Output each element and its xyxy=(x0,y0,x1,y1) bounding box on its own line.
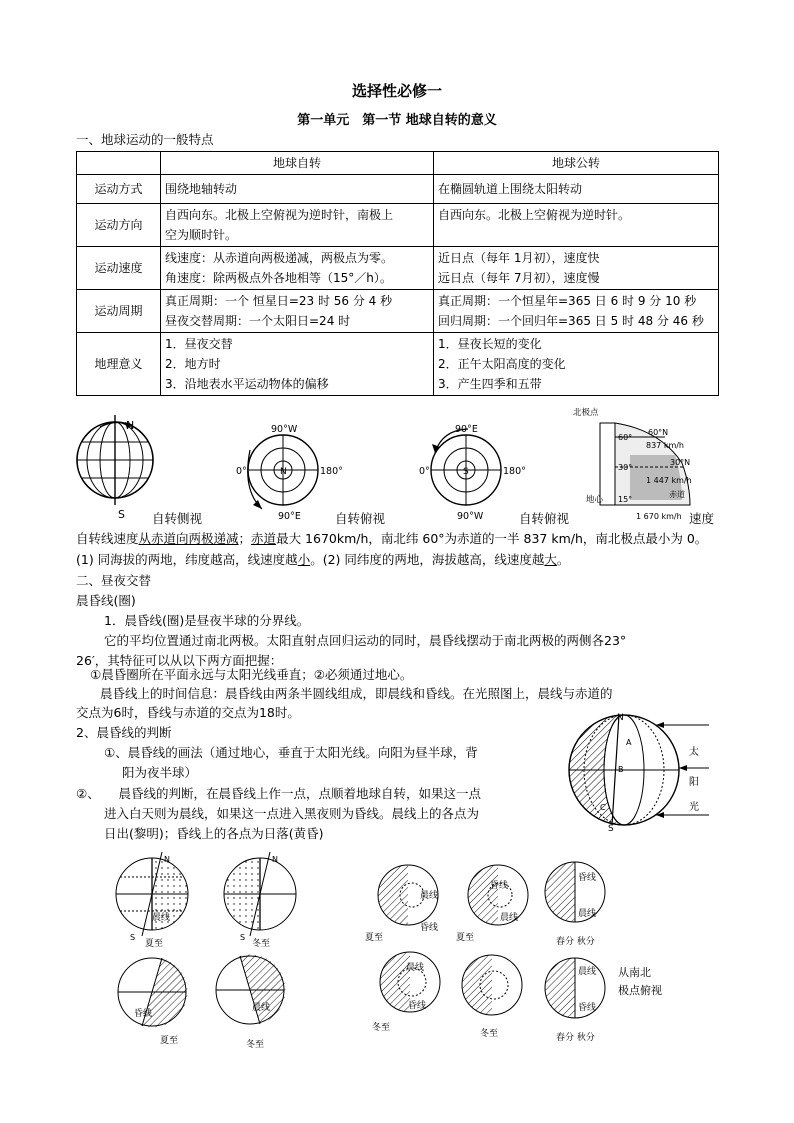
summer-side-globe xyxy=(116,852,188,949)
dawn-label: 晨线 xyxy=(152,913,171,923)
cell-line: 真正周期：一个 恒星日=23 时 56 分 4 秒 xyxy=(165,294,393,308)
row-label: 运动速度 xyxy=(77,247,161,290)
cell-line: 3．沿地表水平运动物体的偏移 xyxy=(165,377,329,391)
table-row xyxy=(77,175,719,204)
label-180: 180° xyxy=(320,466,343,477)
sun-char-1: 太 xyxy=(689,747,699,758)
label-0: 0° xyxy=(236,466,247,477)
south-view-caption: 自转俯视 xyxy=(519,511,570,526)
equinox-polar-globe-1 xyxy=(545,862,605,947)
text-span: 最大 1670km/h，南北纬 60°为赤道的一半 837 km/h，南北极点最小为 0。 xyxy=(276,531,708,546)
rotation-cell xyxy=(161,204,434,247)
summer-polar-globe-2 xyxy=(456,865,528,943)
cell-line: 3．产生四季和五带 xyxy=(438,377,542,391)
row-label: 运动方式 xyxy=(77,175,161,204)
underlined-text: 从赤道向两极递减 xyxy=(138,531,239,546)
winter-caption: 冬至 xyxy=(480,1029,499,1039)
dusk-label: 昏线 xyxy=(578,1003,597,1013)
summer-caption: 夏至 xyxy=(456,933,475,943)
table-header-cell xyxy=(77,152,161,175)
winter-caption: 冬至 xyxy=(252,939,271,949)
text-span: 自转线速度 xyxy=(76,531,139,546)
b-label: B xyxy=(618,765,624,774)
table-header-cell: 地球自转 xyxy=(161,152,434,175)
text-span: ； xyxy=(238,531,252,546)
page-subtitle: 第一单元 第一节 地球自转的意义 xyxy=(297,113,497,128)
earth-motion-table xyxy=(76,151,719,396)
equinox-caption: 春分 秋分 xyxy=(556,937,595,947)
cell-line: 角速度：除两极点外各地相等（15°／h）。 xyxy=(165,271,392,285)
cell-line: 1．昼夜长短的变化 xyxy=(438,337,542,351)
s-label: S xyxy=(608,824,614,834)
speed-1447: 1 447 km/h xyxy=(646,476,692,485)
a-label: A xyxy=(626,738,632,747)
equinox-polar-globe-2 xyxy=(545,958,605,1043)
revolution-cell xyxy=(434,204,719,247)
rotation-cell xyxy=(161,333,434,396)
dawn-label: 晨线 xyxy=(500,913,519,923)
cell-line: 2．正午太阳高度的变化 xyxy=(438,357,566,371)
table-header-cell: 地球公转 xyxy=(434,152,719,175)
text-span: 。(2) 同纬度的两地，海拔越高，线速度越 xyxy=(310,552,545,567)
angle-60: 60° xyxy=(618,433,633,442)
cell-line: 远日点（每年 7月初），速度慢 xyxy=(438,271,600,285)
lat-30n: 30°N xyxy=(670,458,691,467)
solstice-side-views xyxy=(100,842,315,1052)
earth-center: 地心 xyxy=(586,495,604,505)
winter-caption: 冬至 xyxy=(372,1023,391,1033)
judge-2b: 进入白天则为晨线，如果这一点进入黑夜则为昏线。晨线上的各点为 xyxy=(104,806,480,821)
n-label: N xyxy=(617,713,624,723)
cell-line: 真正周期：一个恒星年=365 日 6 时 9 分 10 秒 xyxy=(438,294,697,308)
text-span: (1) 同海拔的两地，纬度越高，线速度越 xyxy=(76,552,298,567)
dusk-label: 昏线 xyxy=(578,873,597,883)
row-label: 地理意义 xyxy=(77,333,161,396)
label-90e: 90°E xyxy=(278,511,301,522)
summer-hatched-globe xyxy=(118,958,187,1046)
north-label: N xyxy=(126,419,135,432)
south-pole-label: S xyxy=(463,467,469,477)
rotation-cell xyxy=(161,175,434,204)
winter-polar-globe-2 xyxy=(462,955,522,1039)
speed-837: 837 km/h xyxy=(646,441,685,450)
cell-line: 空为顺时针。 xyxy=(165,228,238,242)
judge-2c: 日出(黎明)；昏线上的各点为日落(黄昏) xyxy=(104,826,324,841)
paragraph-2b: 26′，其特征可以从以下两方面把握： xyxy=(76,653,283,668)
c-label: C xyxy=(600,803,606,812)
cell-line: 2．地方时 xyxy=(165,357,221,371)
north-pole-label: N xyxy=(280,467,287,477)
cell-line: 在椭圆轨道上围绕太阳转动 xyxy=(438,182,583,196)
table-header-row xyxy=(77,152,719,175)
speed-text-line-2 xyxy=(76,550,569,570)
speed-1670: 1 670 km/h xyxy=(636,512,682,521)
cell-line: 回归周期：一个回归年=365 日 5 时 48 分 46 秒 xyxy=(438,314,704,328)
summer-polar-globe-1 xyxy=(365,865,438,943)
north-polar-view xyxy=(236,424,343,522)
dawn-label: 晨线 xyxy=(420,891,439,901)
row-label: 运动方向 xyxy=(77,204,161,247)
paragraph-1: 1．晨昏线(圈)是昼夜半球的分界线。 xyxy=(104,613,310,628)
lat-60n: 60°N xyxy=(648,428,669,437)
section-1-heading: 一、地球运动的一般特点 xyxy=(76,132,214,147)
sunlight-terminator-figure xyxy=(544,710,720,835)
label-90w: 90°W xyxy=(271,424,298,435)
equinox-caption: 春分 秋分 xyxy=(556,1033,595,1043)
sun-char-3: 光 xyxy=(689,802,699,813)
north-view-caption: 自转俯视 xyxy=(335,511,386,526)
underlined-text: 赤道 xyxy=(251,531,277,546)
label-90w-south: 90°W xyxy=(457,511,484,522)
judge-1b: 阳为夜半球） xyxy=(122,765,198,780)
dusk-label: 昏线 xyxy=(408,1001,427,1011)
sun-char-2: 阳 xyxy=(689,777,699,788)
winter-side-globe xyxy=(224,852,296,949)
dawn-label: 晨线 xyxy=(578,967,597,977)
winter-polar-globe-1 xyxy=(372,952,440,1033)
terminator-heading: 晨昏线(圈) xyxy=(76,593,136,608)
underlined-text: 小 xyxy=(297,552,311,567)
label-180-south: 180° xyxy=(503,466,526,477)
dusk-label: 昏线 xyxy=(490,881,509,891)
cell-line: 自西向东。北极上空俯视为逆时针，南极上 xyxy=(165,208,394,222)
speed-caption: 速度 xyxy=(689,511,715,526)
n-label: N xyxy=(272,855,278,864)
dawn-label: 晨线 xyxy=(406,963,425,973)
judge-2a: ②、 晨昏线的判断，在晨昏线上作一点，点顺着地球自转，如果这一点 xyxy=(76,786,481,801)
judge-1a: ①、晨昏线的画法（通过地心，垂直于太阳光线。向阳为昼半球，背 xyxy=(104,745,478,760)
label-90e-south: 90°E xyxy=(455,424,478,435)
s-label: S xyxy=(240,933,246,942)
s-label: S xyxy=(130,933,136,942)
side-view-globe xyxy=(77,415,153,521)
angle-30: 30° xyxy=(618,463,633,472)
polar-note-1: 从南北 xyxy=(618,966,651,979)
equator-label: 赤道 xyxy=(669,490,685,499)
dawn-label: 晨线 xyxy=(578,909,597,919)
cell-line: 自西向东。北极上空俯视为逆时针。 xyxy=(438,208,631,222)
speed-text-line-1 xyxy=(76,529,707,549)
table-row xyxy=(77,290,719,333)
paragraph-3: ①晨昏圈所在平面永远与太阳光线垂直；②必须通过地心。 xyxy=(90,667,413,682)
underlined-text: 大 xyxy=(544,552,557,567)
cell-line: 昼夜交替周期：一个太阳日=24 时 xyxy=(165,314,351,328)
south-polar-view xyxy=(419,424,526,522)
cell-line: 线速度：从赤道向两极递减，两极点为零。 xyxy=(165,251,394,265)
row-label: 运动周期 xyxy=(77,290,161,333)
page-title: 选择性必修一 xyxy=(351,82,442,100)
section-2-heading: 二、昼夜交替 xyxy=(76,573,152,588)
text-span: 。 xyxy=(556,552,570,567)
summer-caption-2: 夏至 xyxy=(160,1036,179,1046)
revolution-cell xyxy=(434,247,719,290)
label-0-south: 0° xyxy=(419,466,430,477)
terminator-polar-views xyxy=(360,850,720,1050)
table-row xyxy=(77,333,719,396)
winter-hatched-globe xyxy=(216,955,285,1050)
paragraph-4a: 晨昏线上的时间信息：晨昏线由两条半圆线组成，即晨线和昏线。在光照图上，晨线与赤道的 xyxy=(100,686,613,701)
south-label: S xyxy=(118,508,125,521)
cell-line: 围绕地轴转动 xyxy=(165,182,238,196)
cell-line: 近日点（每年 1月初），速度快 xyxy=(438,251,600,265)
table-row xyxy=(77,204,719,247)
revolution-cell xyxy=(434,175,719,204)
angle-15: 15° xyxy=(618,495,633,504)
polar-note-2: 极点俯视 xyxy=(618,984,662,997)
n-label: N xyxy=(164,855,170,864)
north-pole-point: 北极点 xyxy=(573,408,599,418)
winter-caption-2: 冬至 xyxy=(246,1040,265,1050)
summer-caption: 夏至 xyxy=(145,939,164,949)
rotation-cell xyxy=(161,247,434,290)
paragraph-4b: 交点为6时，昏线与赤道的交点为18时。 xyxy=(76,705,300,720)
dusk-label: 昏线 xyxy=(134,1009,153,1019)
revolution-cell xyxy=(434,333,719,396)
summer-caption: 夏至 xyxy=(365,933,384,943)
rotation-cell xyxy=(161,290,434,333)
cell-line: 1．昼夜交替 xyxy=(165,337,233,351)
paragraph-2a: 它的平均位置通过南北两极。太阳直射点回归运动的同时，晨昏线摆动于南北两极的两侧各23° xyxy=(104,633,627,648)
speed-wedge-diagram xyxy=(573,407,692,521)
side-view-caption: 自转侧视 xyxy=(152,511,203,526)
dawn-label-2: 晨线 xyxy=(252,1003,271,1013)
revolution-cell xyxy=(434,290,719,333)
table-row xyxy=(77,247,719,290)
judge-heading: 2、晨昏线的判断 xyxy=(76,725,172,740)
dusk-label: 昏线 xyxy=(420,923,439,933)
rotation-figures xyxy=(70,405,730,530)
